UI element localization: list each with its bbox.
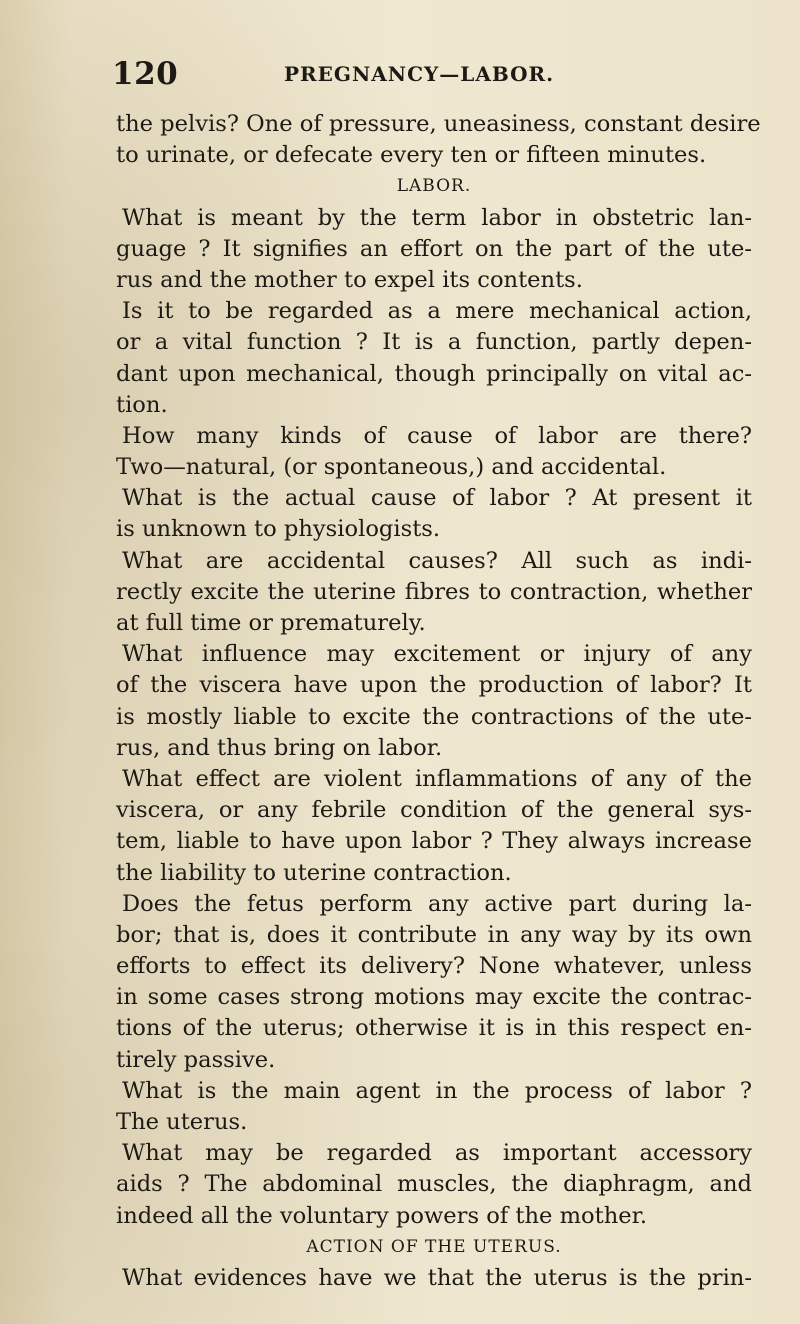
text-line: What is meant by the term labor in obstetric lan-: [122, 204, 752, 231]
text-line: indeed all the voluntary powers of the mother.: [116, 1202, 648, 1229]
text-line: What evidences have we that the uterus is the prin-: [122, 1264, 752, 1291]
text-line: is mostly liable to excite the contractions of the ute-: [116, 703, 752, 730]
page-header: [112, 56, 722, 96]
text-line: rus, and thus bring on labor.: [116, 734, 443, 761]
text-line: the liability to uterine contraction.: [116, 859, 512, 886]
text-line: What influence may excitement or injury of any: [122, 641, 752, 668]
text-line: in some cases strong motions may excite the contrac-: [116, 984, 752, 1011]
text-line: Two—natural, (or spontaneous,) and accidental.: [116, 454, 667, 481]
text-line: rus and the mother to expel its contents.: [116, 266, 583, 293]
text-line: guage ? It signifies an effort on the part of the ute-: [116, 235, 752, 262]
text-line: bor; that is, does it contribute in any way by its own: [116, 921, 752, 948]
text-line: What is the main agent in the process of labor ?: [122, 1077, 752, 1104]
section-heading-action-of-the-uterus: ACTION OF THE UTERUS.: [306, 1236, 562, 1257]
page-number: 120: [112, 56, 179, 92]
text-line: aids ? The abdominal muscles, the diaphragm, and: [116, 1171, 752, 1198]
text-line: of the viscera have upon the production of labor? It: [116, 672, 752, 699]
text-line: How many kinds of cause of labor are there?: [122, 422, 752, 449]
text-line: rectly excite the uterine fibres to contraction, whether: [116, 578, 752, 605]
text-line: tirely passive.: [116, 1046, 276, 1073]
text-line: tions of the uterus; otherwise it is in this respect en-: [116, 1015, 752, 1042]
text-line: What are accidental causes? All such as indi-: [122, 547, 752, 574]
section-heading-labor: LABOR.: [396, 176, 472, 197]
text-line: The uterus.: [116, 1109, 248, 1135]
text-line: viscera, or any febrile condition of the general sys-: [116, 797, 752, 824]
text-line: Is it to be regarded as a mere mechanical action,: [122, 298, 752, 325]
text-line: What may be regarded as important accessory: [122, 1140, 752, 1167]
text-line: efforts to effect its delivery? None whatever, unless: [116, 953, 752, 980]
text-line: tem, liable to have upon labor ? They always increase: [116, 828, 752, 855]
running-head: PREGNANCY—LABOR.: [284, 62, 555, 86]
text-line: Does the fetus perform any active part during la-: [122, 890, 752, 917]
text-line: the pelvis? One of pressure, uneasiness, constant desire: [116, 111, 761, 137]
text-line: at full time or prematurely.: [116, 610, 426, 636]
text-line: is unknown to physiologists.: [116, 516, 441, 543]
text-line: What effect are violent inflammations of any of the: [122, 765, 752, 792]
text-line: or a vital function ? It is a function, partly depen-: [116, 329, 752, 356]
body-text: [116, 109, 761, 1294]
text-line: What is the actual cause of labor ? At present it: [122, 485, 752, 512]
text-line: to urinate, or defecate every ten or fifteen minutes.: [116, 142, 707, 169]
text-line: dant upon mechanical, though principally on vital ac-: [116, 360, 752, 387]
text-line: tion.: [116, 391, 168, 418]
